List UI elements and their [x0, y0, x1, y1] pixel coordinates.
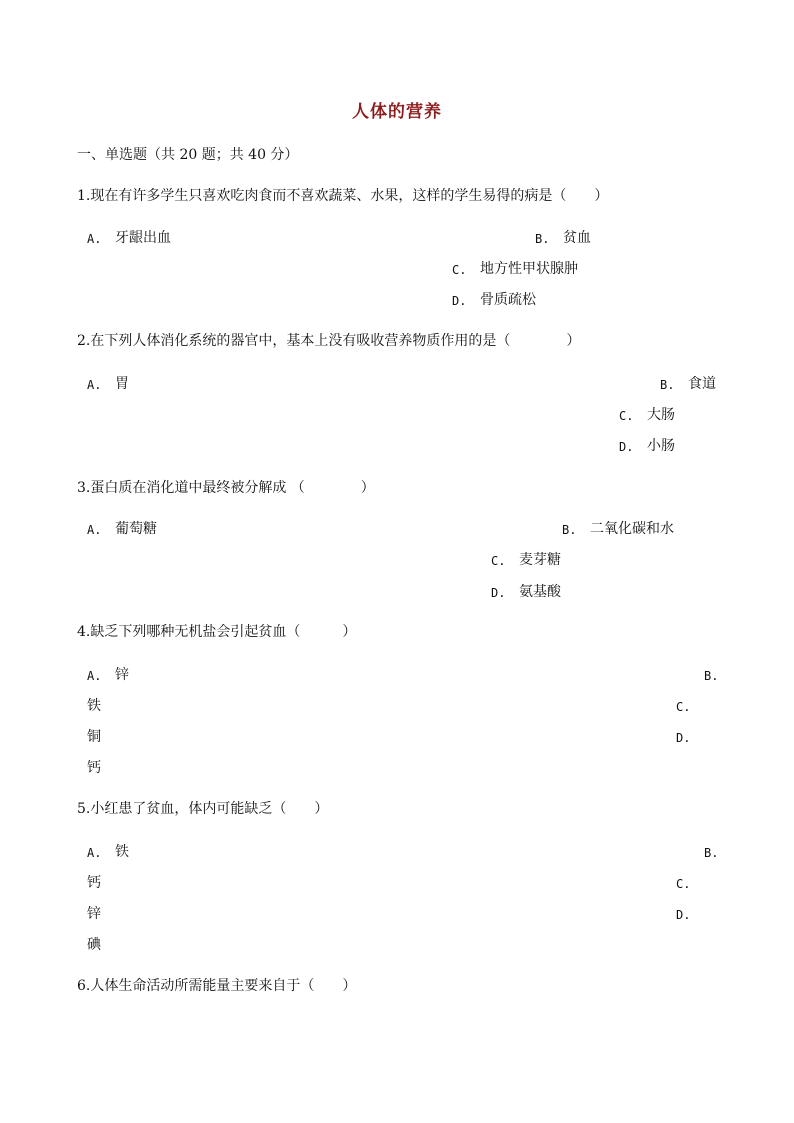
option-text-d: 钙: [87, 760, 101, 776]
option-letter-d: D.: [676, 731, 691, 745]
option-text-d: 骨质疏松: [480, 292, 536, 308]
option-text-a: 胃: [115, 376, 129, 392]
option-letter-a: A.: [87, 523, 102, 537]
option-letter-a: A.: [87, 669, 102, 683]
option-text-c: 地方性甲状腺肿: [480, 261, 578, 277]
question-stem: 3.蛋白质在消化道中最终被分解成 （ ）: [77, 480, 375, 496]
question-stem: 6.人体生命活动所需能量主要来自于（ ）: [77, 978, 357, 994]
option-text-d: 氨基酸: [519, 584, 561, 600]
option-letter-d: D.: [452, 294, 467, 308]
option-text-b: 食道: [688, 376, 716, 392]
option-letter-c: C.: [491, 554, 506, 568]
option-text-a: 锌: [115, 667, 129, 683]
option-text-d: 小肠: [647, 438, 675, 454]
option-letter-b: B.: [562, 523, 577, 537]
option-text-a: 牙龈出血: [115, 230, 171, 246]
question-stem: 1.现在有许多学生只喜欢吃肉食而不喜欢蔬菜、水果，这样的学生易得的病是（ ）: [77, 188, 609, 204]
option-text-c: 锌: [87, 906, 101, 922]
option-letter-c: C.: [452, 263, 467, 277]
option-letter-c: C.: [619, 409, 634, 423]
option-letter-b: B.: [660, 378, 675, 392]
option-letter-b: B.: [704, 669, 719, 683]
question-stem: 2.在下列人体消化系统的器官中，基本上没有吸收营养物质作用的是（ ）: [77, 333, 581, 349]
option-text-b: 铁: [87, 698, 101, 714]
option-text-c: 大肠: [647, 407, 675, 423]
option-text-d: 碘: [87, 937, 101, 953]
option-letter-d: D.: [491, 586, 506, 600]
option-text-b: 钙: [87, 875, 101, 891]
document-title: 人体的营养: [352, 102, 442, 122]
option-letter-a: A.: [87, 846, 102, 860]
question-stem: 5.小红患了贫血，体内可能缺乏（ ）: [77, 801, 329, 817]
option-letter-b: B.: [704, 846, 719, 860]
option-text-b: 贫血: [563, 230, 591, 246]
option-text-c: 麦芽糖: [519, 552, 561, 568]
section-heading: 一、单选题（共 20 题；共 40 分）: [77, 147, 299, 163]
option-letter-a: A.: [87, 378, 102, 392]
option-letter-b: B.: [535, 232, 550, 246]
option-letter-c: C.: [676, 700, 691, 714]
option-text-a: 葡萄糖: [115, 521, 157, 537]
question-stem: 4.缺乏下列哪种无机盐会引起贫血（ ）: [77, 624, 357, 640]
option-text-a: 铁: [115, 844, 129, 860]
option-letter-d: D.: [619, 440, 634, 454]
option-letter-a: A.: [87, 232, 102, 246]
option-text-b: 二氧化碳和水: [590, 521, 674, 537]
option-letter-d: D.: [676, 908, 691, 922]
option-text-c: 铜: [87, 729, 101, 745]
option-letter-c: C.: [676, 877, 691, 891]
